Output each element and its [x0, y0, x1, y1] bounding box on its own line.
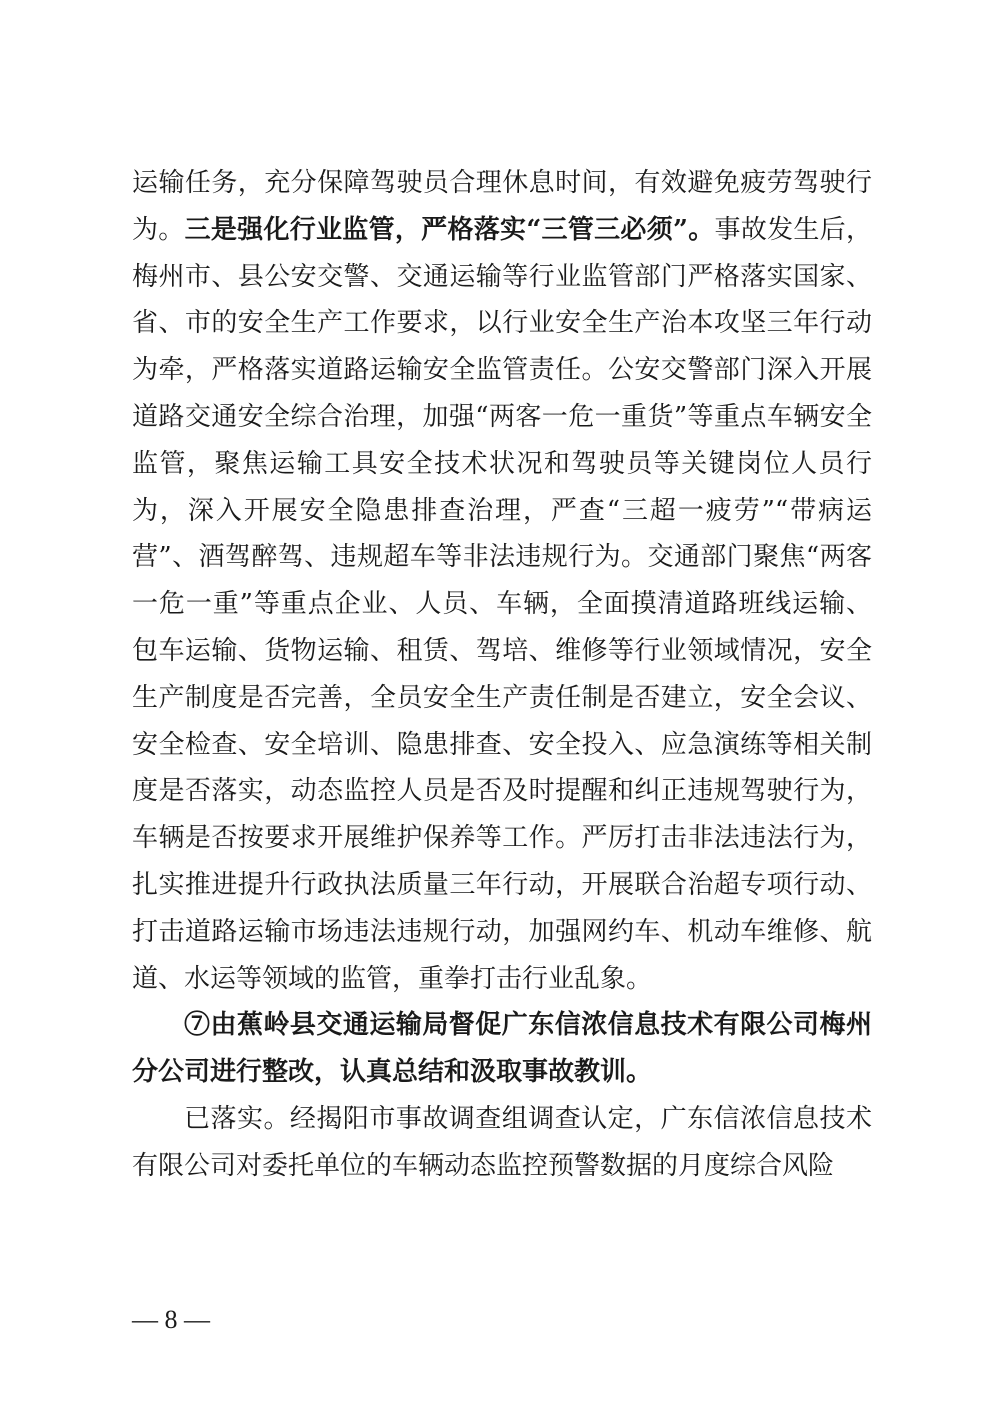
paragraph-continuation — [132, 160, 872, 1002]
document-body — [132, 160, 872, 1190]
section-heading-7: ⑦由蕉岭县交通运输局督促广东信浓信息技术有限公司梅州分公司进行整改，认真总结和汲取事故教训。 — [132, 1010, 872, 1088]
bold-emphasis-text: 三是强化行业监管，严格落实“三管三必须”。 — [184, 214, 715, 245]
paragraph-text-part2: 事故发生后，梅州市、县公安交警、交通运输等行业监管部门严格落实国家、省、市的安全生产工作要求，以行业安全生产治本攻坚三年行动为牵，严格落实道路运输安全监管责任。公安交警部门深入开展道路交通安全综合治理，加强“两客一危一重货”等重点车辆安全监管，聚焦运输工具安全技术状况和驾驶员等关键岗位人员行为，深入开展安全隐患排查治理，严查“三超一疲劳”“带病运营”、酒驾醉驾、违规超车等非法违规行为。交通部门聚焦“两客一危一重”等重点企业、人员、车辆，全面摸清道路班线运输、包车运输、货物运输、租赁、驾培、维修等行业领域情况，安全生产制度是否完善，全员安全生产责任制是否建立，安全会议、安全检查、安全培训、隐患排查、安全投入、应急演练等相关制度是否落实，动态监控人员是否及时提醒和纠正违规驾驶行为，车辆是否按要求开展维护保养等工作。严厉打击非法违法行为，扎实推进提升行政执法质量三年行动，开展联合治超专项行动、打击道路运输市场违法违规行动，加强网约车、机动车维修、航道、水运等领域的监管，重拳打击行业乱象。 — [132, 214, 872, 994]
paragraph-text-part1: 运输任务，充分保障驾驶员合理休息时间，有效避免疲劳驾驶行为。 — [132, 168, 872, 245]
paragraph-implemented: 已落实。经揭阳市事故调查组调查认定，广东信浓信息技术有限公司对委托单位的车辆动态监控预警数据的月度综合风险 — [132, 1103, 872, 1181]
page-number: — 8 — — [132, 1305, 210, 1334]
